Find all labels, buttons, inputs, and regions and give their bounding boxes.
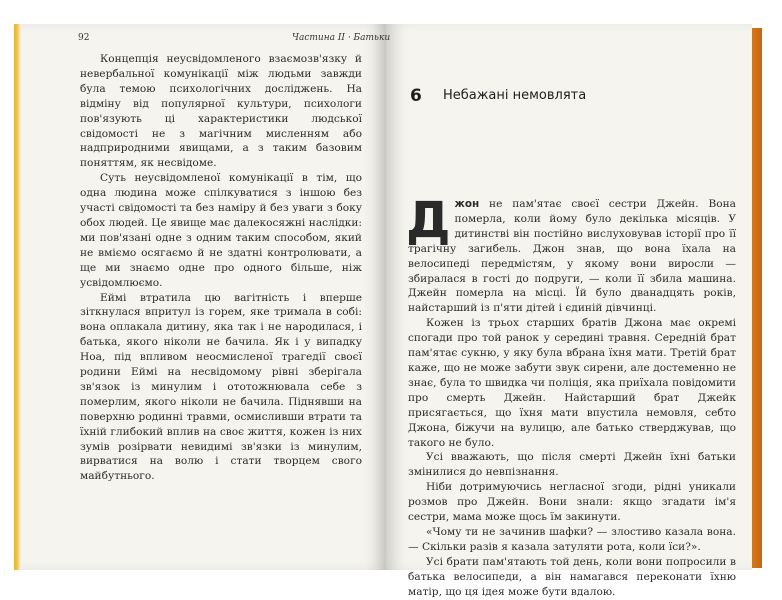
chapter-title: Небажані немовлята [442,88,587,103]
left-page-body [80,52,362,484]
lead-word: жон [454,198,480,210]
paragraph: Усі вважають, що після смерті Джейн їхні батьки змінилися до невпізнання. [408,451,736,479]
chapter-number: 6 [410,86,422,106]
chapter-heading [410,86,586,106]
page-edge-left [14,24,21,570]
paragraph: Концепція неусвідомленого взаємозв'язку й невербальної комунікації між людьми завжди була темою психологічних досліджень. На відміну від популярної культури, психологи пов'язують ці характеристики людської свідомості не з магічним мисленням або надприродними явищами, а з таким базовим поняттям, як несвідоме. [80,53,362,170]
running-header: Частина II · Батьки [292,33,391,43]
paragraph: Ніби дотримуючись негласної згоди, рідні уникали розмов про Джейн. Вони знали: якщо згадати ім'я сестри, мама може щось їм закинути. [408,481,736,524]
right-page-body [406,191,736,599]
first-paragraph [406,191,736,316]
page-number: 92 [78,33,90,43]
drop-cap: Д [406,191,451,249]
paragraph: Усі брати пам'ятають той день, коли вони попросили в батька велосипеди, а він намагався переконати їхню матір, що ця ідея може бути вдалою. [408,555,736,598]
paragraph: Еймі втратила цю вагітність і вперше зіткнулася впритул із горем, яке тримала в собі: вона оплакала дитину, яка так і не народилася, і батька, якого ніколи не бачила. Як і у випадку Ноа, під впливом неосмисленої трагедії своєї родини Еймі на несвідомому рівні зберігала зв'язок із минулим і ототожнювала себе з померлим, якого ніколи не бачила. Піднявши на поверхню родинні травми, осмисливши втрати та їхній глибокий вплив на своє життя, кожен із них зумів розірвати невидимі зв'язки із минулим, вирватися на волю і стати творцем свого майбутнього. [80,291,362,483]
paragraph: Кожен із трьох старших братів Джона має окремі спогади про той ранок у середині травня. Середній брат пам'ятає сукню, у яку була вбрана їхня мати. Третій брат каже, що не може забути звук сирени, але достеменно не знає, була то швидка чи поліція, яка приїхала повідомити про смерть Джейн. Найстарший брат Джейк присягається, що їхня мати впустила немовля, себто Джона, біжучи на вулицю, але батько стверджував, що такого не було. [408,317,736,449]
paragraph: Суть неусвідомленої комунікації в тім, що одна людина може спілкуватися з іншою без участі свідомості та без наміру й без уваги з боку обох людей. Це явище має далекосяжні наслідки: ми пов'язані одне з одним таким способом, який не вміємо осягаємо й не здатні контролювати, а ще ми знаємо одне про одного більше, ніж усвідомлюємо. [80,172,362,289]
book-cover-edge [752,28,762,568]
paragraph-text: не пам'ятає своєї сестри Джейн. Вона померла, коли йому було декілька місяців. У дитинстві він постійно вислуховував історії про її трагічну загибель. Джон знав, що вона їхала на велосипеді передмістям, у якому вони виросли — збиралася в гості до подруги, — коли її збила машина. Джейн померла на місці. Їй було дванадцять років, найстарший із п'яти дітей і єдиній дівчинці. [408,198,736,315]
paragraph: «Чому ти не зачинив шафки? — злостиво казала вона. — Скільки разів я казала затуляти рота, коли їси?». [408,525,736,553]
